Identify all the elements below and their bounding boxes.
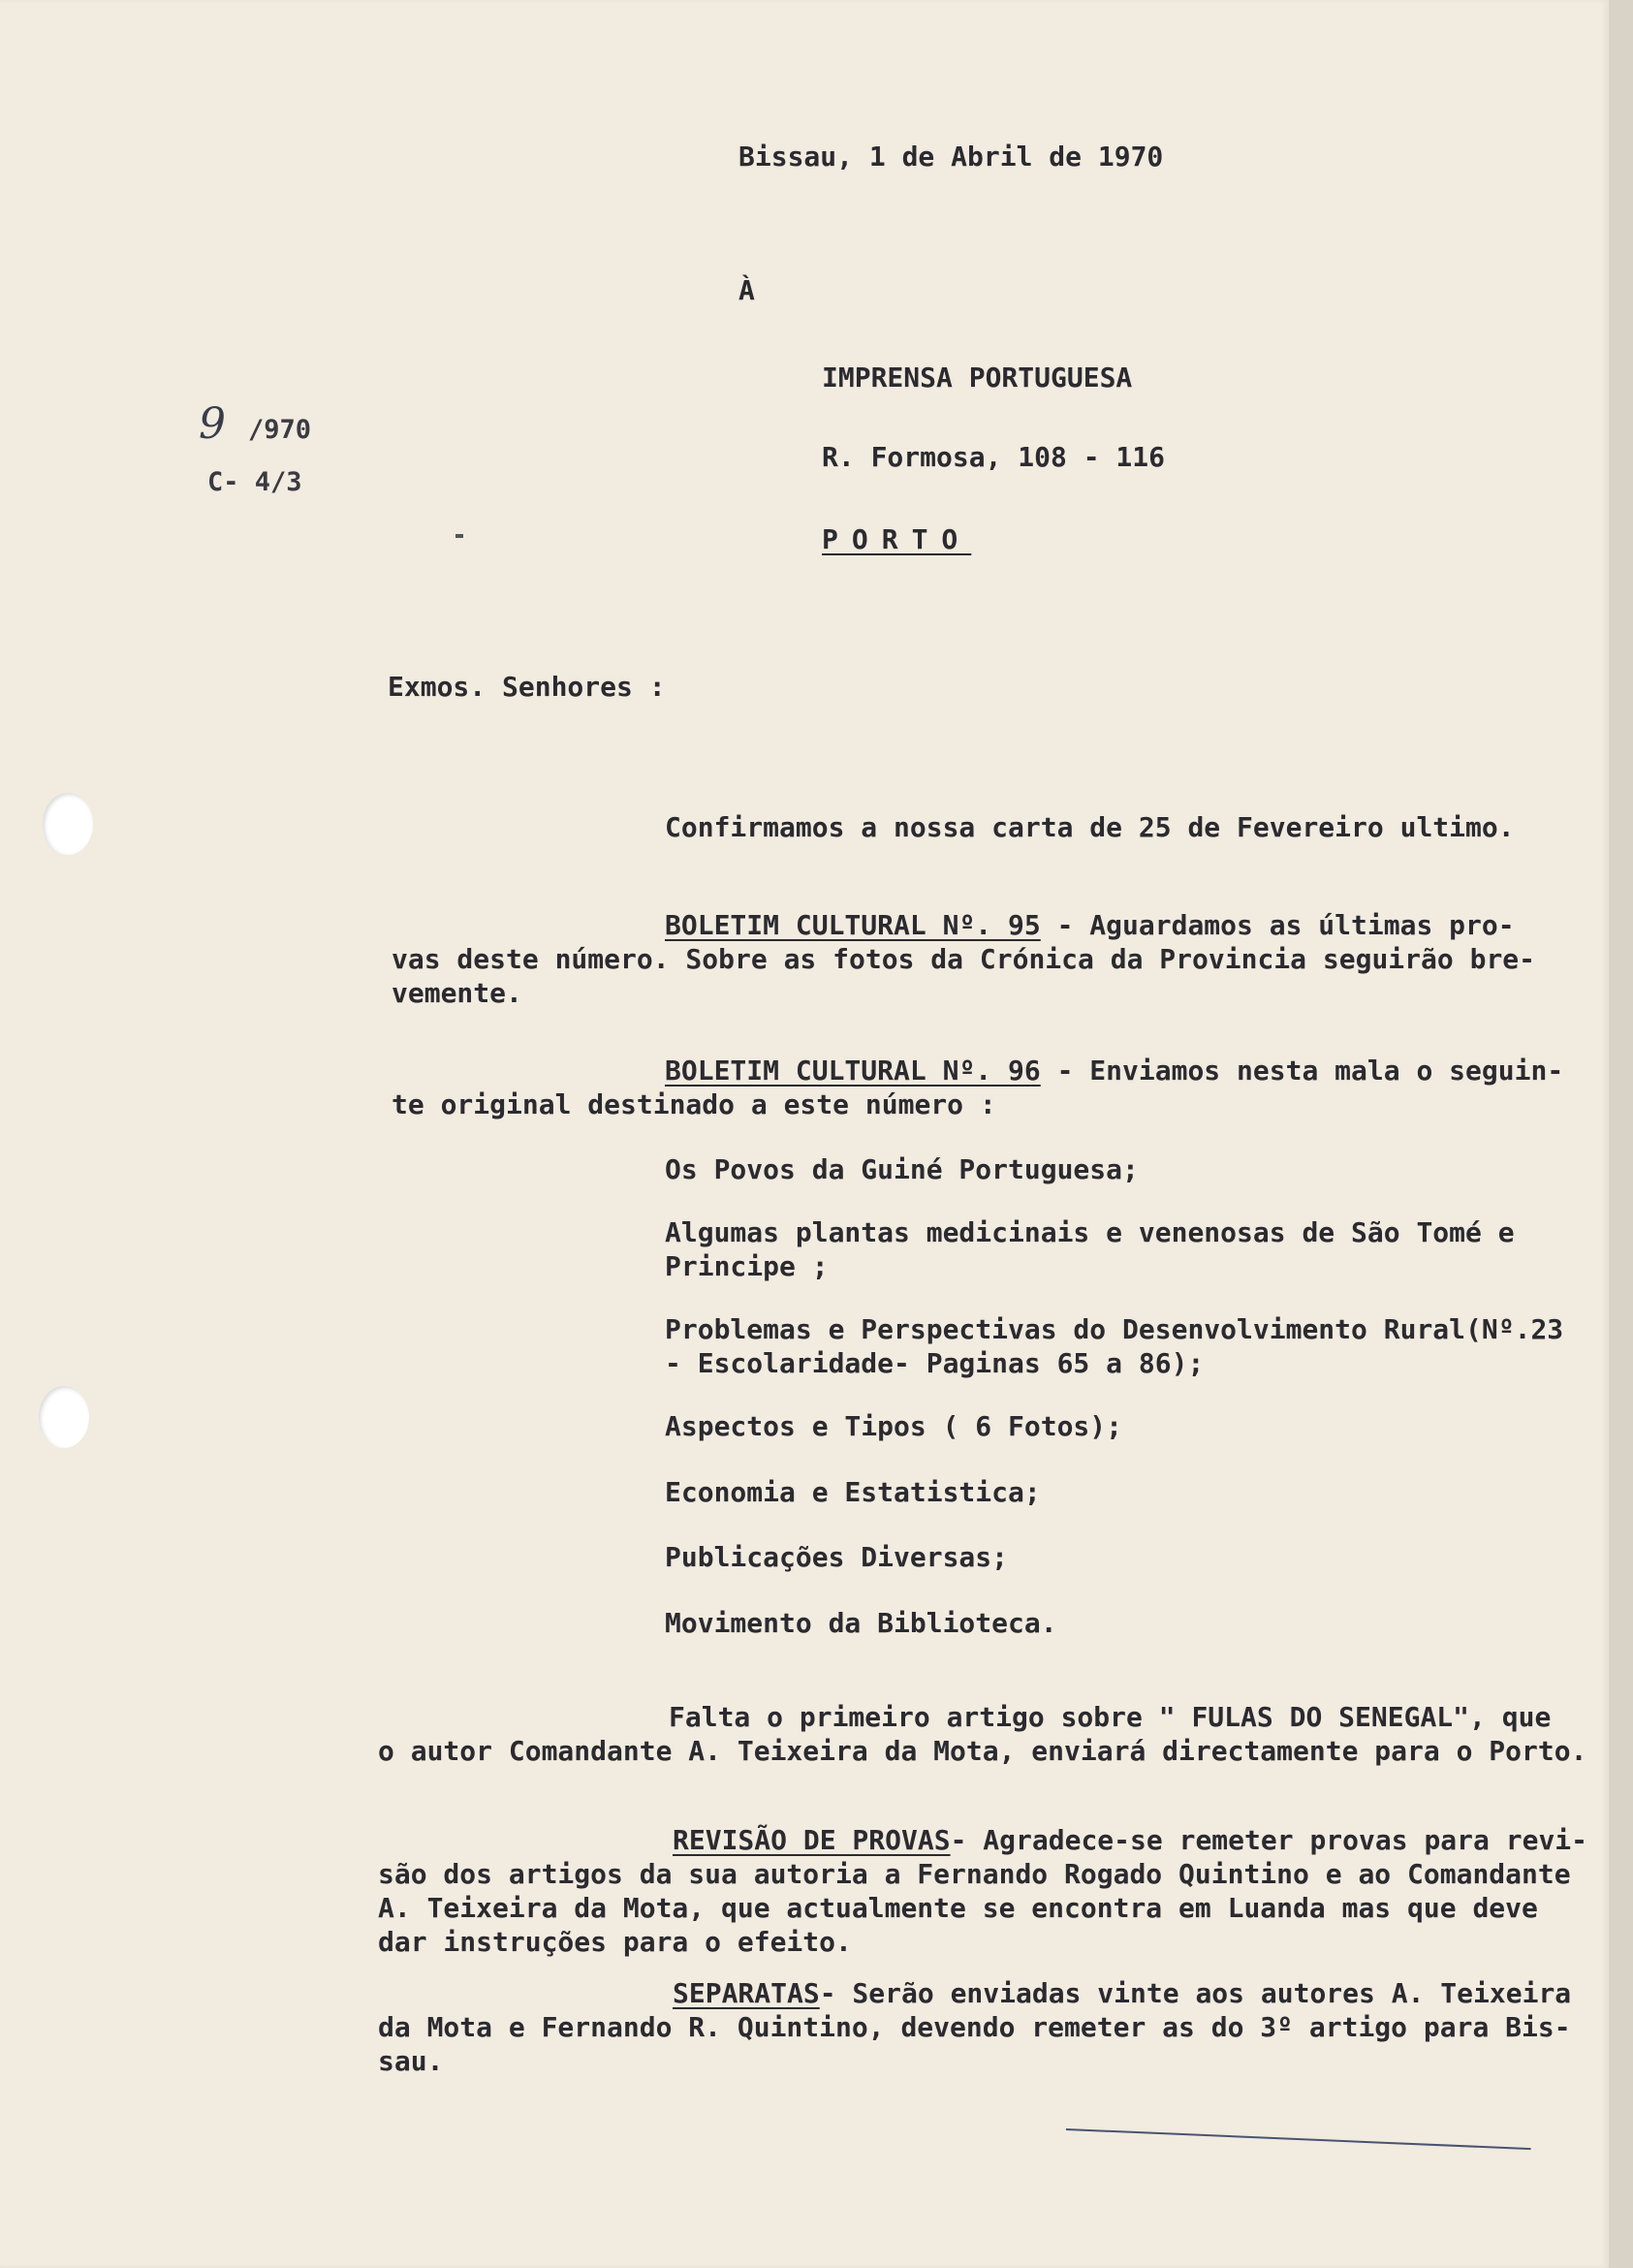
date-line: Bissau, 1 de Abril de 1970 bbox=[738, 141, 1164, 173]
separatas-text-line2: da Mota e Fernando R. Quintino, devendo remeter as do 3º artigo para Bis- bbox=[378, 2011, 1571, 2043]
list-item-continued: - Escolaridade- Paginas 65 a 86); bbox=[665, 1347, 1205, 1379]
boletim95-paragraph-line1 bbox=[665, 909, 1515, 941]
list-item: Algumas plantas medicinais e venenosas de São Tomé e bbox=[665, 1216, 1515, 1248]
separatas-heading: SEPARATAS bbox=[673, 1977, 820, 2009]
boletim96-text-line2: te original destinado a este número : bbox=[392, 1088, 996, 1120]
list-item: Problemas e Perspectivas do Desenvolvimento Rural(Nº.23 bbox=[665, 1313, 1564, 1345]
list-item-continued: Principe ; bbox=[665, 1250, 829, 1282]
confirm-line: Confirmamos a nossa carta de 25 de Fevereiro ultimo. bbox=[665, 811, 1515, 843]
revisao-text-line1: - Agradece-se remeter provas para revi- bbox=[950, 1824, 1588, 1856]
greeting: Exmos. Senhores : bbox=[388, 671, 666, 703]
list-item: Aspectos e Tipos ( 6 Fotos); bbox=[665, 1410, 1123, 1442]
falta-line1: Falta o primeiro artigo sobre " FULAS DO SENEGAL", que bbox=[669, 1701, 1552, 1733]
list-item: Economia e Estatistica; bbox=[665, 1476, 1041, 1508]
reference-code: C- 4/3 bbox=[207, 467, 302, 497]
falta-line2: o autor Comandante A. Teixeira da Mota, enviará directamente para o Porto. bbox=[378, 1735, 1587, 1767]
revisao-text-line2: são dos artigos da sua autoria a Fernando Rogado Quintino e ao Comandante bbox=[378, 1858, 1571, 1890]
recipient-name: IMPRENSA PORTUGUESA bbox=[822, 362, 1133, 394]
separatas-paragraph-line1 bbox=[673, 1977, 1571, 2009]
boletim96-text-line1: - Enviamos nesta mala o seguin- bbox=[1040, 1055, 1564, 1087]
page-edge bbox=[1609, 0, 1633, 2268]
separatas-text-line1: - Serão enviadas vinte aos autores A. Teixeira bbox=[819, 1977, 1572, 2009]
boletim95-text-line1: - Aguardamos as últimas pro- bbox=[1040, 909, 1515, 941]
revisao-text-line4: dar instruções para o efeito. bbox=[378, 1926, 852, 1958]
ink-dot bbox=[455, 534, 463, 538]
boletim95-text-line3: vemente. bbox=[392, 977, 522, 1009]
salutation-mark: À bbox=[738, 274, 755, 306]
revisao-paragraph-line1 bbox=[673, 1824, 1587, 1856]
list-item: Os Povos da Guiné Portuguesa; bbox=[665, 1153, 1139, 1185]
boletim95-text-line2: vas deste número. Sobre as fotos da Crónica da Provincia seguirão bre- bbox=[392, 943, 1536, 975]
punch-hole-top bbox=[43, 793, 93, 855]
boletim96-heading: BOLETIM CULTURAL Nº. 96 bbox=[665, 1055, 1041, 1087]
reference-year: /970 bbox=[248, 415, 312, 445]
recipient-city: PORTO bbox=[822, 523, 972, 555]
list-item: Publicações Diversas; bbox=[665, 1541, 1009, 1573]
recipient-address: R. Formosa, 108 - 116 bbox=[822, 441, 1166, 473]
boletim95-heading: BOLETIM CULTURAL Nº. 95 bbox=[665, 909, 1041, 941]
separatas-text-line3: sau. bbox=[378, 2045, 444, 2077]
reference-number-handwritten: 9 bbox=[199, 399, 226, 449]
list-item: Movimento da Biblioteca. bbox=[665, 1607, 1057, 1639]
revisao-heading: REVISÃO DE PROVAS bbox=[673, 1824, 951, 1856]
punch-hole-bottom bbox=[39, 1386, 89, 1448]
boletim96-paragraph-line1 bbox=[665, 1055, 1563, 1087]
revisao-text-line3: A. Teixeira da Mota, que actualmente se encontra em Luanda mas que deve bbox=[378, 1892, 1538, 1924]
